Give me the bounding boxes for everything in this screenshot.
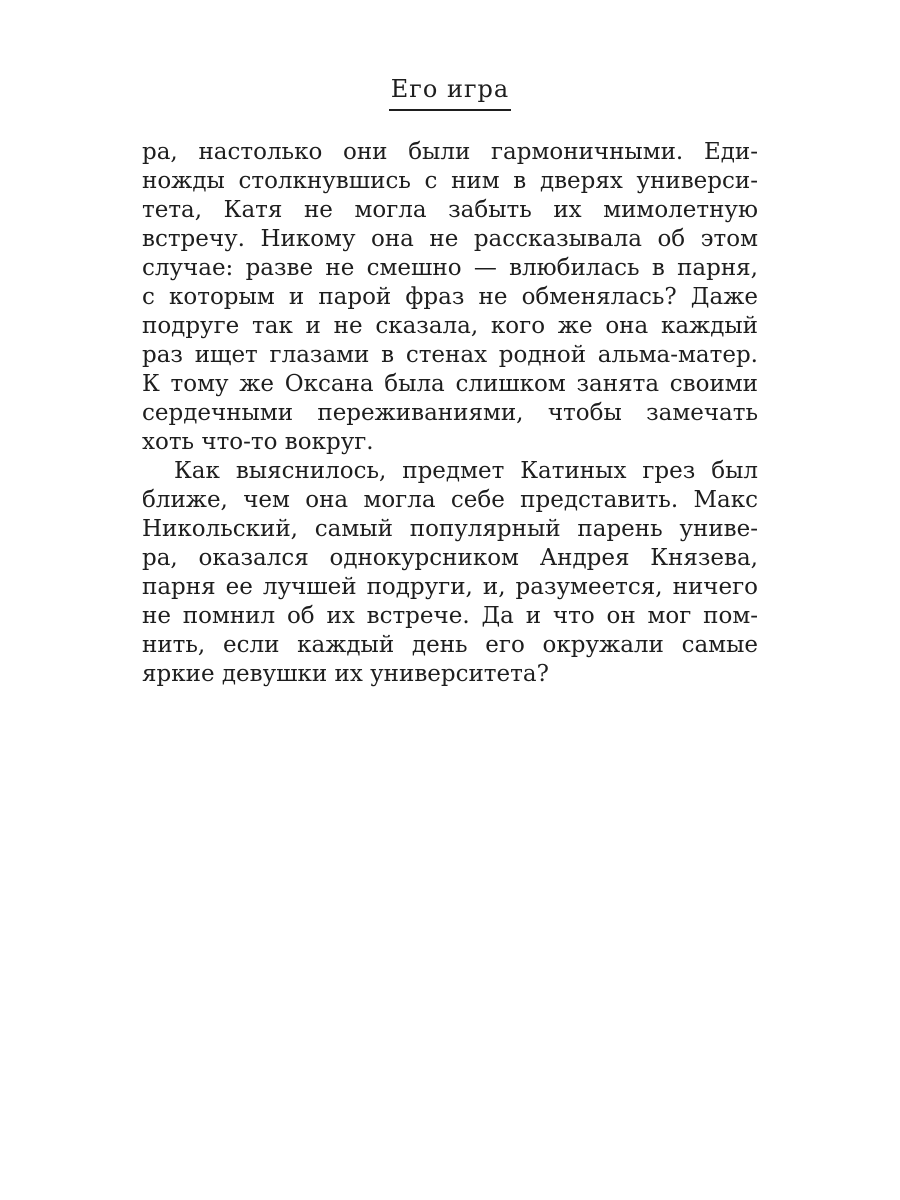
text-line: яркие девушки их университета?	[142, 661, 549, 687]
text-line: подруге так и не сказала, кого же она каждый	[142, 313, 758, 339]
text-line: нить, если каждый день его окружали самые	[142, 632, 758, 658]
running-head	[0, 74, 900, 111]
text-line: с которым и парой фраз не обменялась? Даже	[142, 284, 758, 310]
text-line: сердечными переживаниями, чтобы замечать	[142, 400, 758, 426]
body-text	[142, 138, 758, 689]
text-line: ножды столкнувшись с ним в дверях универси-	[142, 168, 758, 194]
text-line: хоть что-то вокруг.	[142, 429, 374, 455]
text-line: случае: разве не смешно — влюбилась в парня,	[142, 255, 758, 281]
text-line: Никольский, самый популярный парень униве-	[142, 516, 758, 542]
text-line: ра, настолько они были гармоничными. Еди-	[142, 139, 758, 165]
text-line: К тому же Оксана была слишком занята своими	[142, 371, 758, 397]
text-line: не помнил об их встрече. Да и что он мог пом-	[142, 603, 758, 629]
text-line: встречу. Никому она не рассказывала об этом	[142, 226, 758, 252]
running-head-title: Его игра	[389, 74, 511, 111]
paragraph-1	[142, 138, 758, 457]
text-line: раз ищет глазами в стенах родной альма-матер.	[142, 342, 758, 368]
text-line: ближе, чем она могла себе представить. Макс	[142, 487, 758, 513]
paragraph-2	[142, 457, 758, 689]
text-line: Как выяснилось, предмет Катиных грез был	[174, 458, 758, 484]
text-line: парня ее лучшей подруги, и, разумеется, ничего	[142, 574, 758, 600]
text-line: ра, оказался однокурсником Андрея Князева,	[142, 545, 758, 571]
text-line: тета, Катя не могла забыть их мимолетную	[142, 197, 758, 223]
